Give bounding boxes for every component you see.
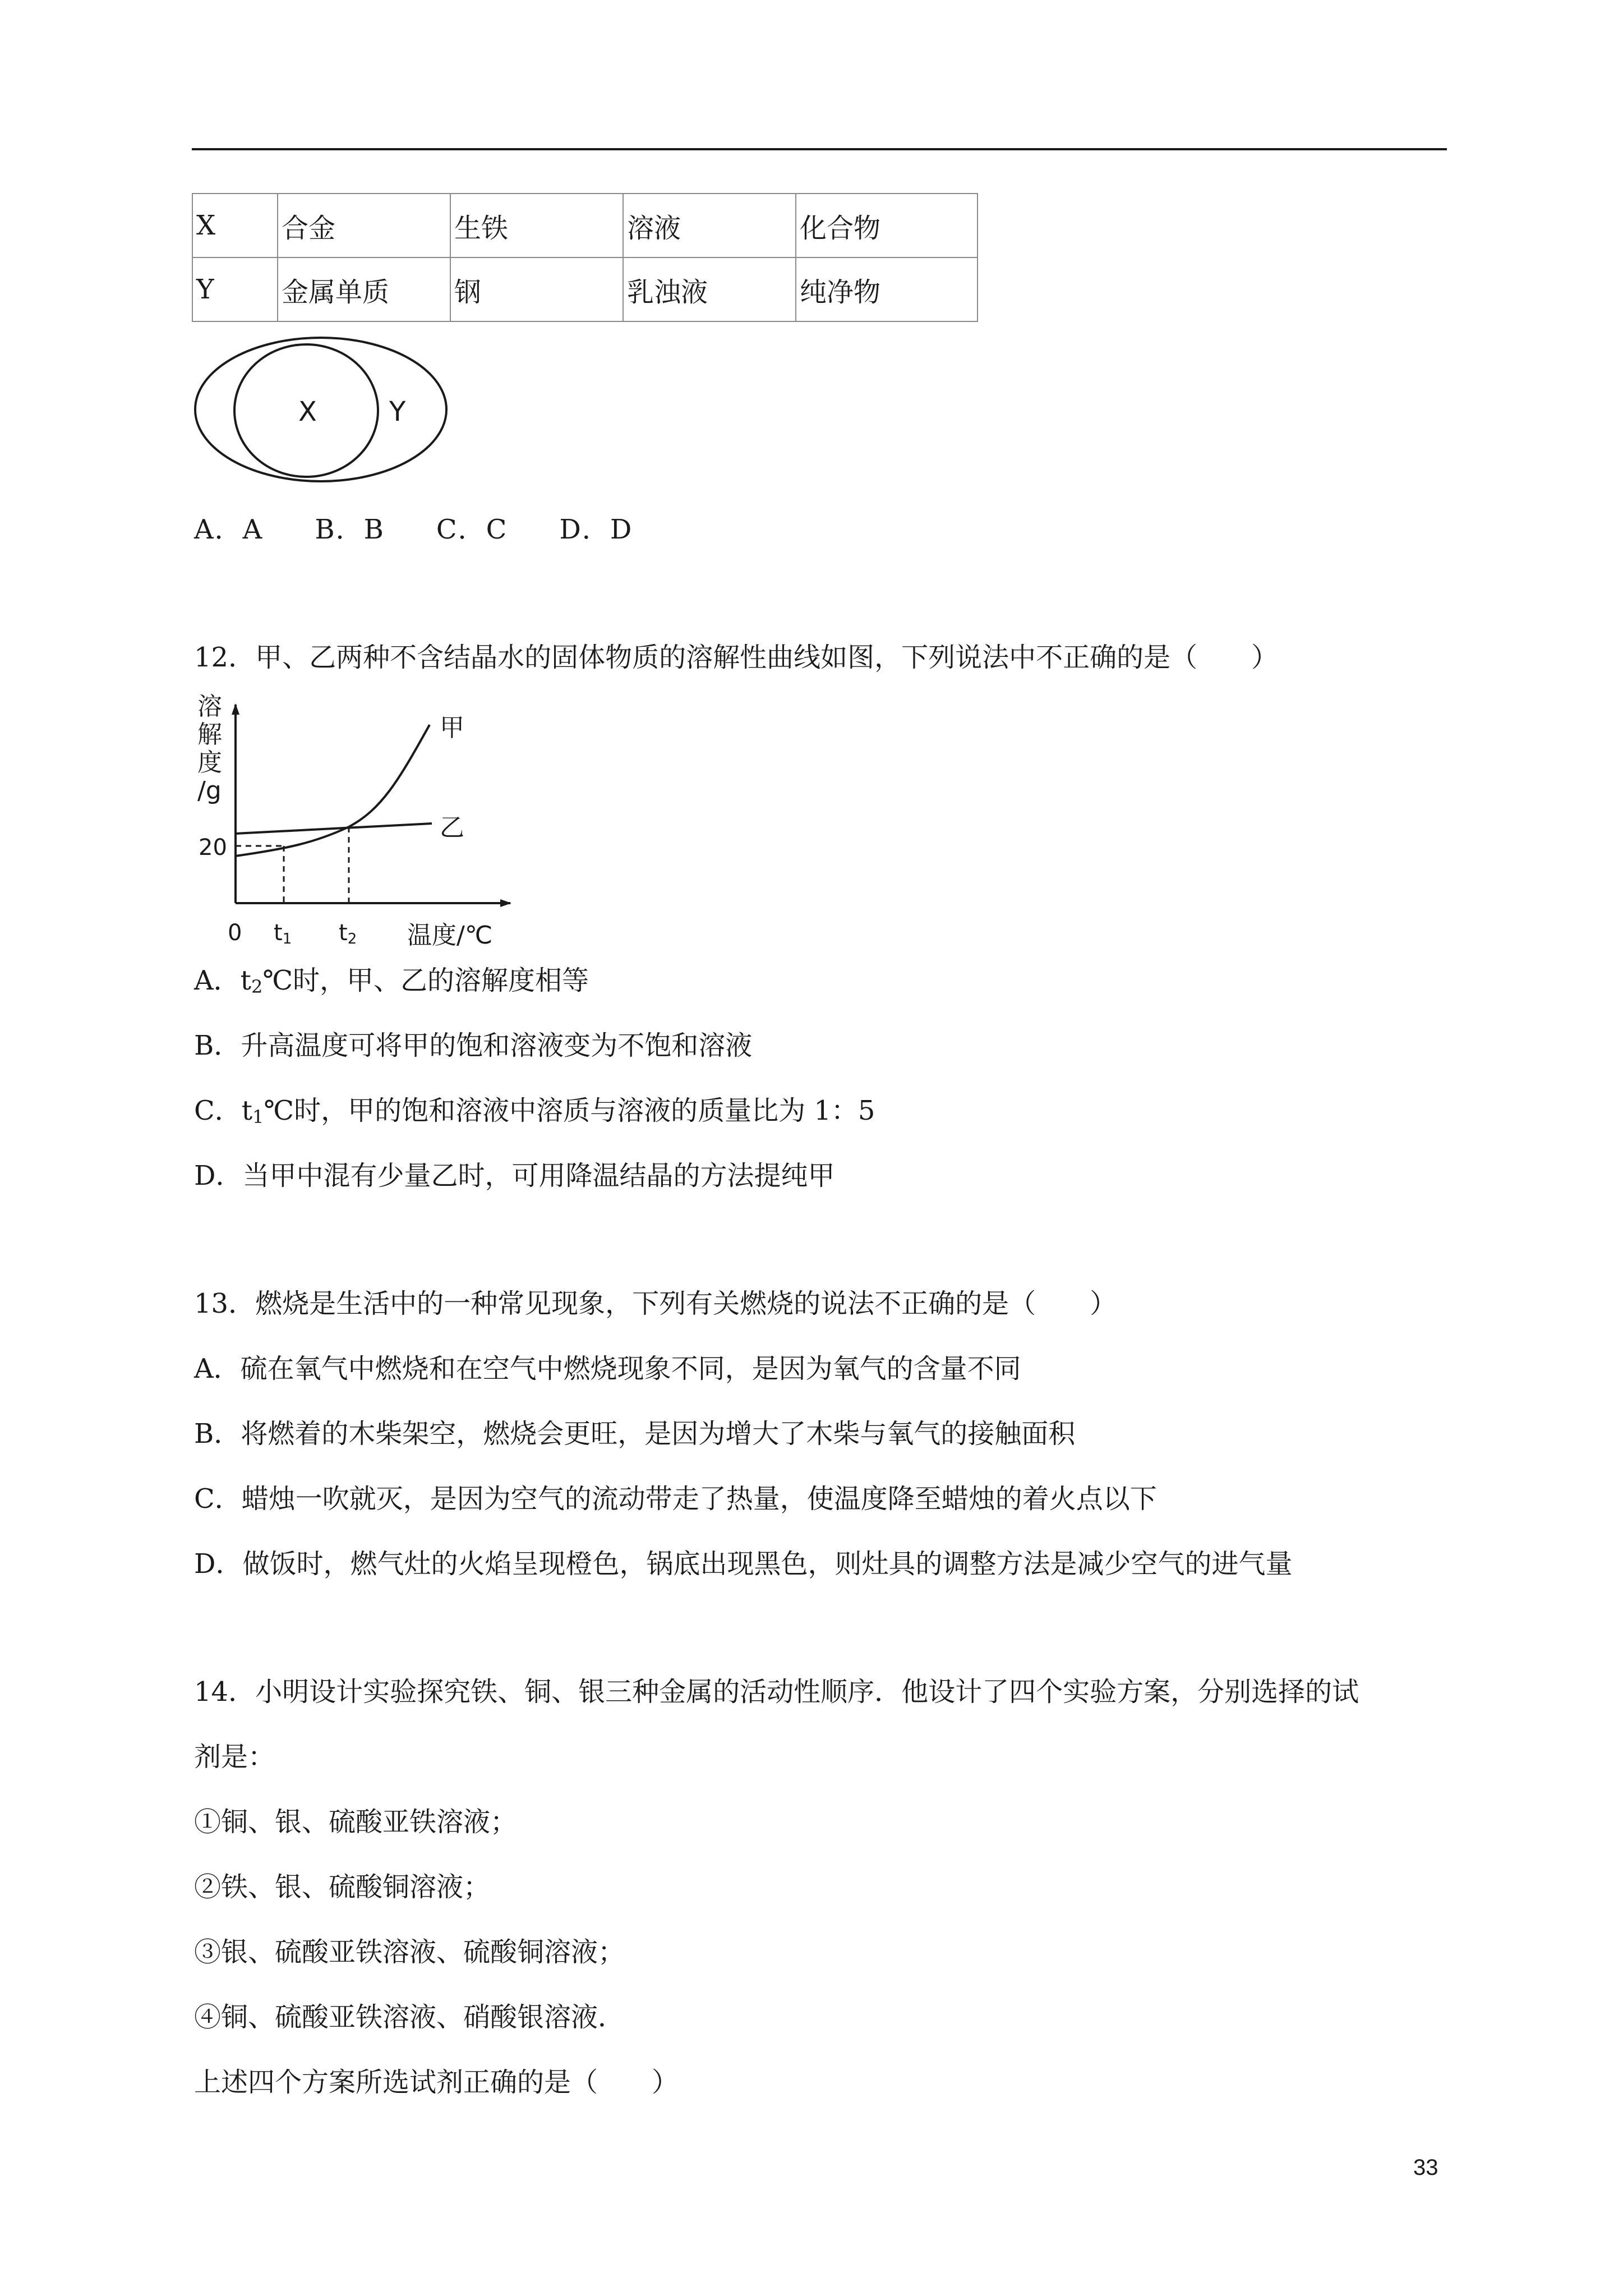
table-cell: 生铁 (450, 194, 623, 257)
ylabel-char: /g (197, 776, 222, 805)
q12-option-d: D．当甲中混有少量乙时，可用降温结晶的方法提纯甲 (194, 1160, 835, 1191)
curve-jia (236, 725, 430, 856)
header-rule (192, 148, 1447, 150)
q14-stem-line2: 剂是： (194, 1741, 275, 1773)
curve-yi (236, 823, 432, 834)
table-cell: 溶液 (623, 194, 796, 257)
venn-diagram (192, 331, 455, 494)
ylabel-char: 解 (197, 720, 222, 749)
table-cell: 钢 (450, 257, 623, 321)
x-axis-label: 温度/℃ (407, 921, 493, 950)
q13-option-b: B．将燃着的木柴架空，燃烧会更旺，是因为增大了木柴与氧气的接触面积 (194, 1418, 1076, 1450)
table-cell: 合金 (278, 194, 450, 257)
q11-options (194, 513, 633, 546)
page-number: 33 (1413, 2155, 1438, 2180)
table-cell: 纯净物 (796, 257, 978, 321)
q13-option-c: C．蜡烛一吹就灭，是因为空气的流动带走了热量，使温度降至蜡烛的着火点以下 (194, 1483, 1157, 1515)
q14-question: 上述四个方案所选试剂正确的是（ ） (194, 2067, 679, 2098)
q12-option-c: C．$t_1℃$时，甲的饱和溶液中溶质与溶液的质量比为 1：5 (194, 1095, 875, 1128)
table-cell: Y (192, 257, 278, 321)
q14-stem-line1: 14．小明设计实验探究铁、铜、银三种金属的活动性顺序．他设计了四个实验方案，分别选择的试 (194, 1676, 1359, 1708)
origin-label: 0 (228, 920, 242, 946)
option-a: A．A (194, 514, 264, 545)
table-cell: 乳浊液 (623, 257, 796, 321)
option-b: B．B (315, 514, 385, 545)
venn-x-label: X (298, 396, 317, 427)
curve-yi-label: 乙 (440, 813, 464, 842)
q14-option-3: ③银、硫酸亚铁溶液、硫酸铜溶液； (194, 1936, 625, 1968)
q14-option-1: ①铜、银、硫酸亚铁溶液； (194, 1806, 518, 1838)
curve-jia-label: 甲 (440, 714, 464, 742)
q13-option-d: D．做饭时，燃气灶的火焰呈现橙色，锅底出现黑色，则灶具的调整方法是减少空气的进气量 (194, 1548, 1293, 1580)
q12-option-a: A．$t_2℃$时，甲、乙的溶解度相等 (194, 965, 589, 997)
q13-option-a: A．硫在氧气中燃烧和在空气中燃烧现象不同，是因为氧气的含量不同 (194, 1353, 1021, 1384)
outer-ellipse (195, 338, 446, 481)
table-cell: 金属单质 (278, 257, 450, 321)
venn-y-label: Y (389, 396, 406, 427)
q13-stem: 13．燃烧是生活中的一种常见现象，下列有关燃烧的说法不正确的是（ ） (194, 1288, 1117, 1319)
q12-stem: 12．甲、乙两种不含结晶水的固体物质的溶解性曲线如图，下列说法中不正确的是（ ） (194, 642, 1279, 673)
ylabel-char: 度 (197, 748, 222, 777)
table-cell: 化合物 (796, 194, 978, 257)
table-row (192, 257, 978, 321)
option-c: C．C (436, 514, 508, 545)
t2-label: t2 (339, 920, 357, 947)
q14-option-4: ④铜、硫酸亚铁溶液、硝酸银溶液． (194, 2001, 625, 2033)
ylabel-char: 溶 (197, 692, 222, 721)
y-tick-label: 20 (199, 835, 227, 861)
table-row (192, 194, 978, 257)
classification-table (192, 193, 978, 322)
option-d: D．D (559, 514, 633, 545)
table-cell: X (192, 194, 278, 257)
solubility-graph (191, 689, 538, 953)
t1-label: t1 (274, 920, 292, 947)
q12-option-b: B．升高温度可将甲的饱和溶液变为不饱和溶液 (194, 1030, 753, 1061)
q14-option-2: ②铁、银、硫酸铜溶液； (194, 1871, 491, 1903)
